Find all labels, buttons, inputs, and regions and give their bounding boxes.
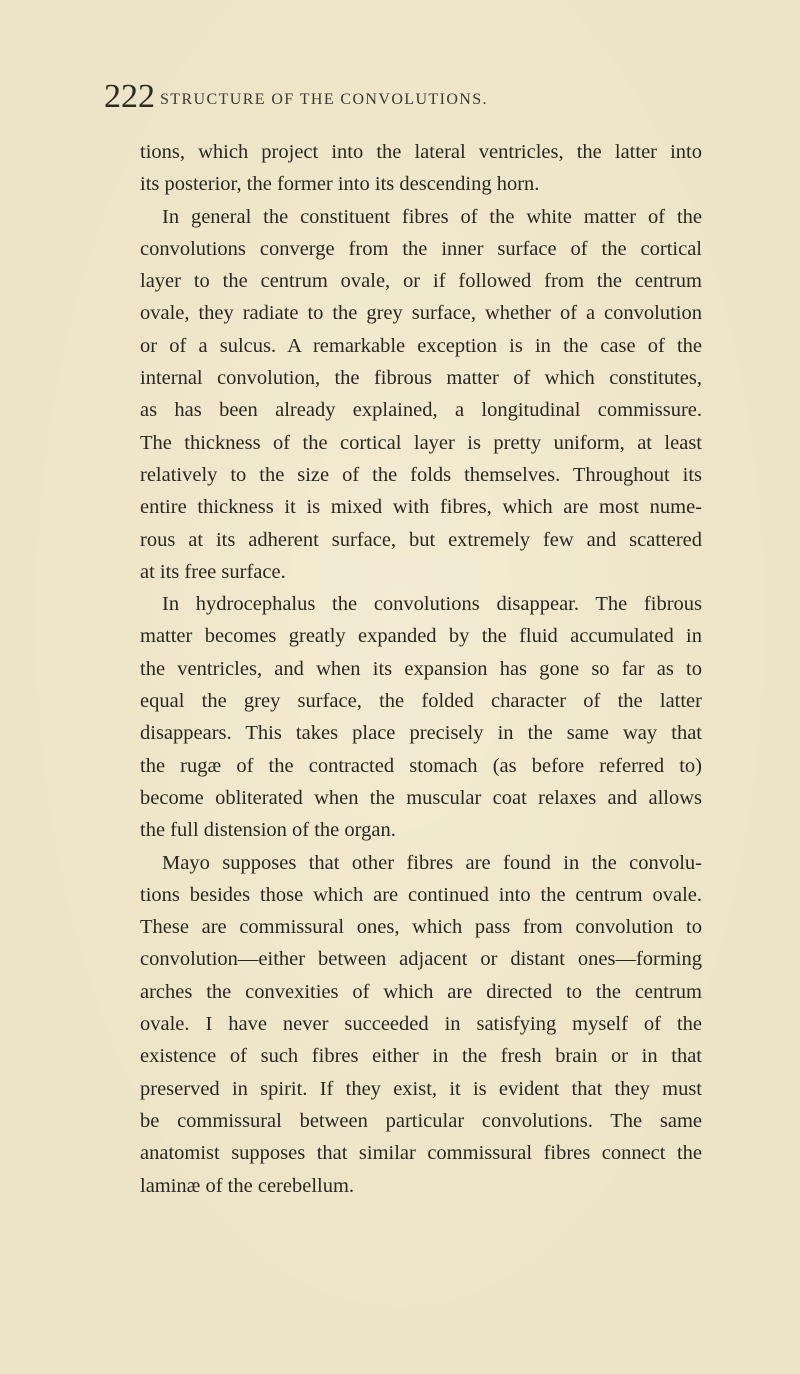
text-line: arches the convexities of which are directed to the centrum [140,980,702,1003]
text-line: disappears. This takes place precisely in the same way that [140,722,702,745]
text-line: the rugæ of the contracted stomach (as before referred to) [140,754,702,777]
text-line: Mayo supposes that other fibres are found in the convolu- [162,851,702,874]
text-line: existence of such fibres either in the fresh brain or in that [140,1045,702,1068]
text-line: ovale. I have never succeeded in satisfying myself of the [140,1013,702,1036]
page-number: 222 [104,78,155,115]
text-line: as has been already explained, a longitudinal commissure. [140,399,702,422]
running-title: STRUCTURE OF THE CONVOLUTIONS. [160,91,488,108]
text-line: matter becomes greatly expanded by the fluid accumulated in [140,625,702,648]
body-text [140,136,702,1202]
text-line: anatomist supposes that similar commissural fibres connect the [140,1142,702,1165]
text-line: convolutions converge from the inner surface of the cortical [140,237,702,260]
text-line: at its free surface. [140,560,286,583]
text-line: layer to the centrum ovale, or if followed from the centrum [140,270,702,293]
text-line: the full distension of the organ. [140,819,396,842]
text-line: become obliterated when the muscular coat relaxes and allows [140,786,702,809]
text-line: be commissural between particular convolutions. The same [140,1109,702,1132]
text-line: entire thickness it is mixed with fibres, which are most nume- [140,496,702,519]
text-line: In general the constituent fibres of the white matter of the [162,205,702,228]
text-line: The thickness of the cortical layer is pretty uniform, at least [140,431,702,454]
text-line: convolution—either between adjacent or distant ones—forming [140,948,702,971]
text-line: tions besides those which are continued into the centrum ovale. [140,883,702,906]
text-line: rous at its adherent surface, but extremely few and scattered [140,528,702,551]
text-line: preserved in spirit. If they exist, it is evident that they must [140,1077,702,1100]
text-line: tions, which project into the lateral ventricles, the latter into [140,141,702,163]
text-line: In hydrocephalus the convolutions disappear. The fibrous [162,593,702,616]
text-line: internal convolution, the fibrous matter of which constitutes, [140,367,702,390]
text-line: relatively to the size of the folds themselves. Throughout its [140,463,702,486]
text-line: laminæ of the cerebellum. [140,1174,355,1197]
text-line: These are commissural ones, which pass from convolution to [140,916,702,939]
text-line: or of a sulcus. A remarkable exception is in the case of the [140,334,702,357]
text-line: its posterior, the former into its descending horn. [140,173,540,196]
text-line: ovale, they radiate to the grey surface, whether of a convolution [140,302,702,325]
text-line: the ventricles, and when its expansion has gone so far as to [140,657,702,680]
running-head [104,77,704,117]
text-line: equal the grey surface, the folded character of the latter [140,690,702,713]
